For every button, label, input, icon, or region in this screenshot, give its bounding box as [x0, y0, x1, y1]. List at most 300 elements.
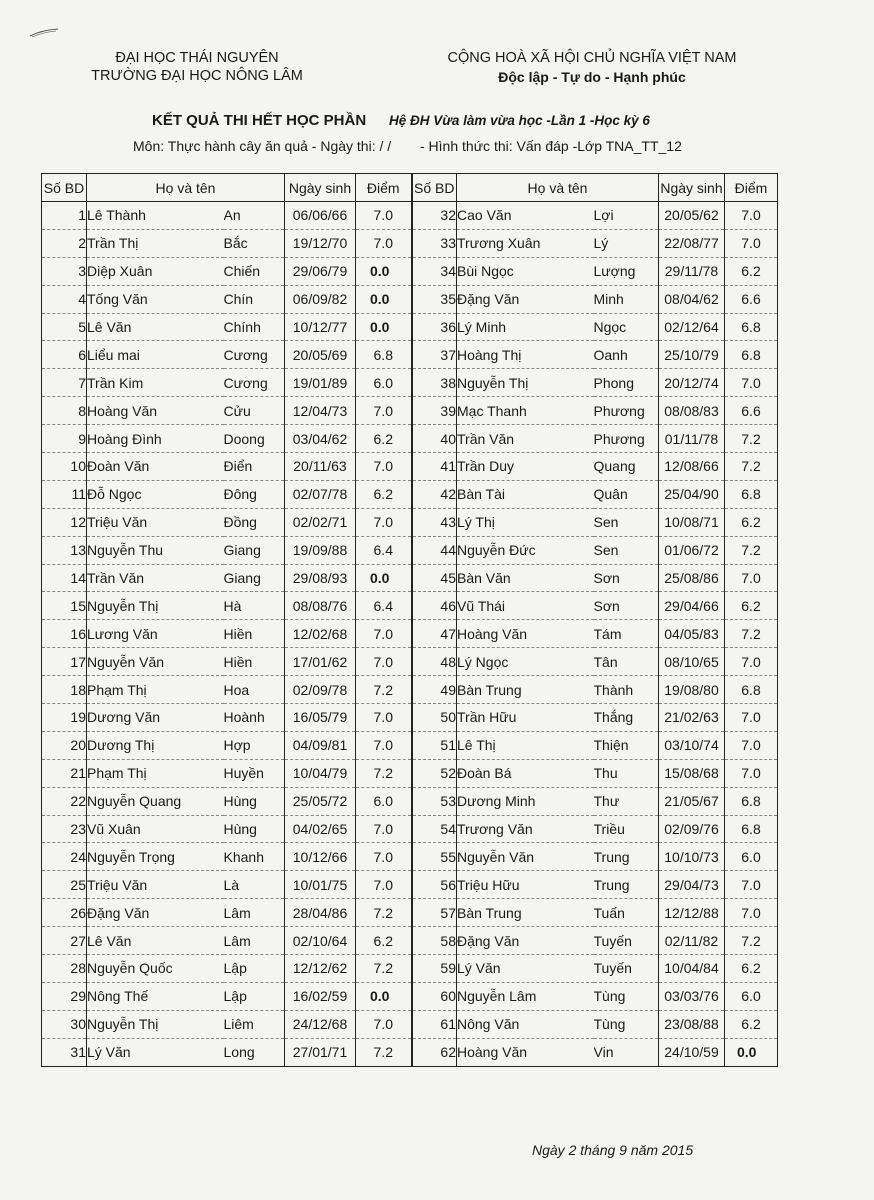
student-given-name: Bắc — [224, 229, 285, 257]
table-row — [42, 955, 778, 983]
student-dob: 28/04/86 — [285, 899, 356, 927]
table-row — [42, 453, 778, 481]
table-row — [42, 341, 778, 369]
right-student-score: 6.8 — [725, 676, 778, 704]
right-student-dob: 29/04/73 — [659, 871, 725, 899]
table-row — [42, 759, 778, 787]
student-surname: Nguyễn Quốc — [87, 955, 224, 983]
right-student-number: 59 — [412, 955, 457, 983]
right-student-surname: Lê Thị — [457, 731, 594, 759]
right-student-given-name: Tân — [594, 648, 659, 676]
right-student-dob: 03/10/74 — [659, 731, 725, 759]
student-given-name: Cương — [224, 369, 285, 397]
student-dob: 02/10/64 — [285, 927, 356, 955]
page-title: KẾT QUẢ THI HẾT HỌC PHẦN — [152, 112, 367, 129]
right-student-given-name: Thư — [594, 787, 659, 815]
student-dob: 20/05/69 — [285, 341, 356, 369]
right-student-number: 35 — [412, 285, 457, 313]
right-student-surname: Hoàng Thị — [457, 341, 594, 369]
right-student-dob: 29/11/78 — [659, 257, 725, 285]
student-surname: Phạm Thị — [87, 759, 224, 787]
student-score: 6.0 — [356, 787, 412, 815]
right-student-given-name: Lý — [594, 229, 659, 257]
student-score: 0.0 — [356, 982, 412, 1010]
right-student-surname: Nguyễn Lâm — [457, 982, 594, 1010]
student-number: 25 — [42, 871, 87, 899]
student-surname: Nông Thế — [87, 982, 224, 1010]
right-student-given-name: Tám — [594, 620, 659, 648]
student-surname: Đỗ Ngọc — [87, 480, 224, 508]
right-student-given-name: Thu — [594, 759, 659, 787]
right-student-surname: Nguyễn Thị — [457, 369, 594, 397]
table-row — [42, 815, 778, 843]
student-given-name: Hùng — [224, 815, 285, 843]
student-given-name: Hợp — [224, 731, 285, 759]
right-student-surname: Trần Duy — [457, 453, 594, 481]
student-dob: 10/12/66 — [285, 843, 356, 871]
student-given-name: Hiền — [224, 648, 285, 676]
student-given-name: Doong — [224, 425, 285, 453]
student-given-name: Là — [224, 871, 285, 899]
student-given-name: Chín — [224, 285, 285, 313]
student-number: 7 — [42, 369, 87, 397]
student-surname: Đặng Văn — [87, 899, 224, 927]
student-given-name: Cương — [224, 341, 285, 369]
student-dob: 16/02/59 — [285, 982, 356, 1010]
student-given-name: Hà — [224, 592, 285, 620]
student-number: 15 — [42, 592, 87, 620]
right-student-surname: Đặng Văn — [457, 285, 594, 313]
student-dob: 25/05/72 — [285, 787, 356, 815]
student-score: 7.0 — [356, 815, 412, 843]
right-student-number: 49 — [412, 676, 457, 704]
right-student-number: 37 — [412, 341, 457, 369]
table-header-row — [42, 174, 778, 202]
student-given-name: An — [224, 202, 285, 230]
student-surname: Lý Văn — [87, 1038, 224, 1066]
student-score: 7.2 — [356, 899, 412, 927]
student-surname: Nguyễn Trọng — [87, 843, 224, 871]
student-surname: Dương Văn — [87, 704, 224, 732]
right-student-number: 34 — [412, 257, 457, 285]
student-score: 7.2 — [356, 1038, 412, 1066]
right-student-number: 56 — [412, 871, 457, 899]
table-row — [42, 1010, 778, 1038]
right-student-given-name: Tuyến — [594, 955, 659, 983]
student-score: 0.0 — [356, 257, 412, 285]
student-number: 19 — [42, 704, 87, 732]
right-student-score: 6.8 — [725, 313, 778, 341]
col-header-name: Họ và tên — [87, 174, 285, 202]
right-student-score: 7.0 — [725, 731, 778, 759]
page-subtitle: Hệ ĐH Vừa làm vừa học -Lần 1 -Học kỳ 6 — [389, 113, 650, 128]
right-student-number: 57 — [412, 899, 457, 927]
right-student-number: 60 — [412, 982, 457, 1010]
student-number: 18 — [42, 676, 87, 704]
right-student-number: 53 — [412, 787, 457, 815]
right-student-given-name: Sen — [594, 536, 659, 564]
student-surname: Vũ Xuân — [87, 815, 224, 843]
right-student-dob: 29/04/66 — [659, 592, 725, 620]
right-student-number: 36 — [412, 313, 457, 341]
right-student-dob: 10/10/73 — [659, 843, 725, 871]
student-number: 3 — [42, 257, 87, 285]
right-student-surname: Bàn Tài — [457, 480, 594, 508]
right-student-surname: Hoàng Văn — [457, 1038, 594, 1066]
student-number: 22 — [42, 787, 87, 815]
right-student-given-name: Lượng — [594, 257, 659, 285]
student-dob: 12/12/62 — [285, 955, 356, 983]
right-student-number: 51 — [412, 731, 457, 759]
student-dob: 12/04/73 — [285, 397, 356, 425]
student-number: 31 — [42, 1038, 87, 1066]
right-student-surname: Trương Văn — [457, 815, 594, 843]
right-student-given-name: Vin — [594, 1038, 659, 1066]
right-student-dob: 10/04/84 — [659, 955, 725, 983]
right-student-number: 32 — [412, 202, 457, 230]
table-row — [42, 536, 778, 564]
table-row — [42, 731, 778, 759]
student-number: 6 — [42, 341, 87, 369]
right-student-given-name: Trung — [594, 871, 659, 899]
right-student-given-name: Phương — [594, 397, 659, 425]
student-score: 7.0 — [356, 202, 412, 230]
student-surname: Liểu mai — [87, 341, 224, 369]
student-score: 6.2 — [356, 927, 412, 955]
student-surname: Nguyễn Quang — [87, 787, 224, 815]
student-score: 7.0 — [356, 1010, 412, 1038]
right-student-dob: 10/08/71 — [659, 508, 725, 536]
student-given-name: Hùng — [224, 787, 285, 815]
right-student-number: 61 — [412, 1010, 457, 1038]
right-student-dob: 08/08/83 — [659, 397, 725, 425]
table-row — [42, 871, 778, 899]
right-student-number: 58 — [412, 927, 457, 955]
student-surname: Triệu Văn — [87, 508, 224, 536]
right-student-number: 46 — [412, 592, 457, 620]
student-score: 6.4 — [356, 592, 412, 620]
student-given-name: Chính — [224, 313, 285, 341]
student-number: 27 — [42, 927, 87, 955]
right-student-dob: 02/09/76 — [659, 815, 725, 843]
table-row — [42, 229, 778, 257]
right-student-score: 6.8 — [725, 815, 778, 843]
student-surname: Phạm Thị — [87, 676, 224, 704]
right-student-dob: 12/08/66 — [659, 453, 725, 481]
right-student-score: 0.0 — [725, 1038, 778, 1066]
table-row — [42, 369, 778, 397]
student-given-name: Giang — [224, 536, 285, 564]
right-student-surname: Trương Xuân — [457, 229, 594, 257]
right-student-score: 7.2 — [725, 927, 778, 955]
right-student-surname: Hoàng Văn — [457, 620, 594, 648]
right-student-number: 52 — [412, 759, 457, 787]
student-dob: 02/02/71 — [285, 508, 356, 536]
right-student-given-name: Tùng — [594, 982, 659, 1010]
table-row — [42, 1038, 778, 1066]
student-dob: 03/04/62 — [285, 425, 356, 453]
student-surname: Diệp Xuân — [87, 257, 224, 285]
student-score: 0.0 — [356, 313, 412, 341]
right-student-number: 45 — [412, 564, 457, 592]
student-dob: 08/08/76 — [285, 592, 356, 620]
table-row — [42, 313, 778, 341]
right-student-given-name: Sơn — [594, 564, 659, 592]
right-student-surname: Đoàn Bá — [457, 759, 594, 787]
right-student-score: 6.2 — [725, 257, 778, 285]
exam-format-line: - Hình thức thi: Vấn đáp -Lớp TNA_TT_12 — [420, 138, 682, 154]
right-student-number: 33 — [412, 229, 457, 257]
student-score: 7.0 — [356, 508, 412, 536]
student-number: 4 — [42, 285, 87, 313]
right-student-dob: 19/08/80 — [659, 676, 725, 704]
student-dob: 16/05/79 — [285, 704, 356, 732]
student-surname: Hoàng Đình — [87, 425, 224, 453]
right-student-surname: Lý Minh — [457, 313, 594, 341]
student-score: 7.2 — [356, 955, 412, 983]
student-number: 11 — [42, 480, 87, 508]
student-given-name: Lập — [224, 982, 285, 1010]
right-student-dob: 03/03/76 — [659, 982, 725, 1010]
right-student-surname: Lý Thị — [457, 508, 594, 536]
right-student-score: 6.2 — [725, 508, 778, 536]
table-row — [42, 508, 778, 536]
student-given-name: Đồng — [224, 508, 285, 536]
right-student-surname: Bàn Trung — [457, 676, 594, 704]
student-dob: 19/09/88 — [285, 536, 356, 564]
student-score: 6.0 — [356, 369, 412, 397]
right-student-score: 7.2 — [725, 425, 778, 453]
grade-table — [41, 173, 778, 1067]
col-header-dob-right: Ngày sinh — [659, 174, 725, 202]
right-student-dob: 02/11/82 — [659, 927, 725, 955]
right-student-surname: Cao Văn — [457, 202, 594, 230]
student-number: 16 — [42, 620, 87, 648]
table-row — [42, 843, 778, 871]
student-surname: Hoàng Văn — [87, 397, 224, 425]
right-student-score: 7.2 — [725, 620, 778, 648]
right-student-given-name: Tùng — [594, 1010, 659, 1038]
student-score: 6.4 — [356, 536, 412, 564]
right-student-score: 7.0 — [725, 648, 778, 676]
student-number: 17 — [42, 648, 87, 676]
right-student-number: 39 — [412, 397, 457, 425]
student-number: 24 — [42, 843, 87, 871]
right-student-dob: 12/12/88 — [659, 899, 725, 927]
student-score: 7.0 — [356, 229, 412, 257]
student-number: 29 — [42, 982, 87, 1010]
right-student-surname: Đặng Văn — [457, 927, 594, 955]
student-given-name: Điển — [224, 453, 285, 481]
right-student-dob: 08/04/62 — [659, 285, 725, 313]
right-student-dob: 23/08/88 — [659, 1010, 725, 1038]
right-student-number: 43 — [412, 508, 457, 536]
right-student-given-name: Thiện — [594, 731, 659, 759]
right-student-given-name: Tuấn — [594, 899, 659, 927]
right-student-number: 62 — [412, 1038, 457, 1066]
student-score: 7.0 — [356, 731, 412, 759]
table-row — [42, 676, 778, 704]
student-score: 0.0 — [356, 564, 412, 592]
right-student-given-name: Oanh — [594, 341, 659, 369]
student-score: 7.0 — [356, 704, 412, 732]
student-dob: 29/08/93 — [285, 564, 356, 592]
right-student-dob: 01/11/78 — [659, 425, 725, 453]
student-surname: Nguyễn Thị — [87, 1010, 224, 1038]
student-number: 23 — [42, 815, 87, 843]
right-student-score: 7.0 — [725, 871, 778, 899]
right-student-number: 40 — [412, 425, 457, 453]
right-student-given-name: Quân — [594, 480, 659, 508]
right-student-given-name: Sen — [594, 508, 659, 536]
table-row — [42, 564, 778, 592]
student-number: 10 — [42, 453, 87, 481]
student-score: 6.8 — [356, 341, 412, 369]
right-student-score: 6.2 — [725, 955, 778, 983]
right-student-score: 6.2 — [725, 1010, 778, 1038]
right-student-surname: Trần Văn — [457, 425, 594, 453]
right-student-number: 42 — [412, 480, 457, 508]
right-student-surname: Nguyễn Đức — [457, 536, 594, 564]
right-student-given-name: Quang — [594, 453, 659, 481]
student-score: 7.0 — [356, 397, 412, 425]
footer-date: Ngày 2 tháng 9 năm 2015 — [532, 1142, 694, 1158]
right-student-surname: Bùi Ngọc — [457, 257, 594, 285]
right-student-surname: Lý Văn — [457, 955, 594, 983]
country-name: CỘNG HOÀ XÃ HỘI CHỦ NGHĨA VIỆT NAM — [447, 50, 737, 66]
student-score: 7.0 — [356, 620, 412, 648]
student-number: 9 — [42, 425, 87, 453]
table-row — [42, 285, 778, 313]
student-dob: 20/11/63 — [285, 453, 356, 481]
right-student-dob: 25/08/86 — [659, 564, 725, 592]
right-student-surname: Triệu Hữu — [457, 871, 594, 899]
right-student-number: 54 — [412, 815, 457, 843]
col-header-sobd: Số BD — [42, 174, 87, 202]
student-dob: 10/01/75 — [285, 871, 356, 899]
student-score: 7.0 — [356, 843, 412, 871]
right-student-score: 7.0 — [725, 564, 778, 592]
right-student-surname: Bàn Trung — [457, 899, 594, 927]
right-student-given-name: Trung — [594, 843, 659, 871]
student-given-name: Khanh — [224, 843, 285, 871]
right-student-surname: Mạc Thanh — [457, 397, 594, 425]
right-student-score: 6.0 — [725, 843, 778, 871]
student-dob: 27/01/71 — [285, 1038, 356, 1066]
student-surname: Trần Văn — [87, 564, 224, 592]
right-student-dob: 02/12/64 — [659, 313, 725, 341]
right-student-score: 7.0 — [725, 704, 778, 732]
student-dob: 10/04/79 — [285, 759, 356, 787]
table-row — [42, 592, 778, 620]
student-given-name: Hoa — [224, 676, 285, 704]
student-given-name: Cửu — [224, 397, 285, 425]
right-student-score: 7.0 — [725, 202, 778, 230]
table-row — [42, 648, 778, 676]
student-score: 7.0 — [356, 453, 412, 481]
table-row — [42, 899, 778, 927]
right-student-given-name: Ngọc — [594, 313, 659, 341]
student-surname: Lê Văn — [87, 313, 224, 341]
student-dob: 24/12/68 — [285, 1010, 356, 1038]
student-given-name: Giang — [224, 564, 285, 592]
school-name: TRƯỜNG ĐẠI HỌC NÔNG LÂM — [91, 68, 303, 84]
right-student-given-name: Tuyến — [594, 927, 659, 955]
student-number: 30 — [42, 1010, 87, 1038]
right-student-surname: Nông Văn — [457, 1010, 594, 1038]
right-student-score: 7.2 — [725, 536, 778, 564]
student-surname: Dương Thị — [87, 731, 224, 759]
student-given-name: Lâm — [224, 927, 285, 955]
student-number: 26 — [42, 899, 87, 927]
student-surname: Nguyễn Thu — [87, 536, 224, 564]
right-student-surname: Dương Minh — [457, 787, 594, 815]
student-score: 7.2 — [356, 676, 412, 704]
student-score: 6.2 — [356, 425, 412, 453]
right-student-given-name: Phương — [594, 425, 659, 453]
right-student-score: 6.8 — [725, 480, 778, 508]
course-line: Môn: Thực hành cây ăn quả - Ngày thi: / / — [133, 138, 392, 154]
table-row — [42, 202, 778, 230]
student-dob: 04/09/81 — [285, 731, 356, 759]
student-score: 7.0 — [356, 648, 412, 676]
right-student-surname: Bàn Văn — [457, 564, 594, 592]
right-student-score: 7.2 — [725, 453, 778, 481]
table-row — [42, 257, 778, 285]
right-student-dob: 08/10/65 — [659, 648, 725, 676]
right-student-number: 38 — [412, 369, 457, 397]
right-student-given-name: Thắng — [594, 704, 659, 732]
right-student-dob: 21/02/63 — [659, 704, 725, 732]
right-student-number: 50 — [412, 704, 457, 732]
table-row — [42, 620, 778, 648]
student-dob: 04/02/65 — [285, 815, 356, 843]
right-student-score: 7.0 — [725, 369, 778, 397]
student-number: 1 — [42, 202, 87, 230]
student-given-name: Lập — [224, 955, 285, 983]
right-student-given-name: Thành — [594, 676, 659, 704]
student-given-name: Liêm — [224, 1010, 285, 1038]
student-dob: 10/12/77 — [285, 313, 356, 341]
student-dob: 12/02/68 — [285, 620, 356, 648]
right-student-surname: Lý Ngọc — [457, 648, 594, 676]
university-name: ĐẠI HỌC THÁI NGUYÊN — [115, 50, 279, 66]
student-given-name: Hiền — [224, 620, 285, 648]
student-surname: Lê Văn — [87, 927, 224, 955]
right-student-number: 41 — [412, 453, 457, 481]
right-student-dob: 04/05/83 — [659, 620, 725, 648]
student-dob: 29/06/79 — [285, 257, 356, 285]
table-row — [42, 982, 778, 1010]
student-dob: 02/09/78 — [285, 676, 356, 704]
table-row — [42, 397, 778, 425]
col-header-score: Điểm — [356, 174, 412, 202]
student-surname: Tống Văn — [87, 285, 224, 313]
student-dob: 02/07/78 — [285, 480, 356, 508]
right-student-dob: 20/05/62 — [659, 202, 725, 230]
motto: Độc lập - Tự do - Hạnh phúc — [498, 69, 686, 85]
student-surname: Nguyễn Thị — [87, 592, 224, 620]
student-given-name: Đông — [224, 480, 285, 508]
student-given-name: Hoành — [224, 704, 285, 732]
col-header-sobd-right: Số BD — [412, 174, 457, 202]
right-student-number: 44 — [412, 536, 457, 564]
right-student-given-name: Phong — [594, 369, 659, 397]
right-student-dob: 21/05/67 — [659, 787, 725, 815]
student-given-name: Lâm — [224, 899, 285, 927]
right-student-dob: 01/06/72 — [659, 536, 725, 564]
student-score: 7.2 — [356, 759, 412, 787]
